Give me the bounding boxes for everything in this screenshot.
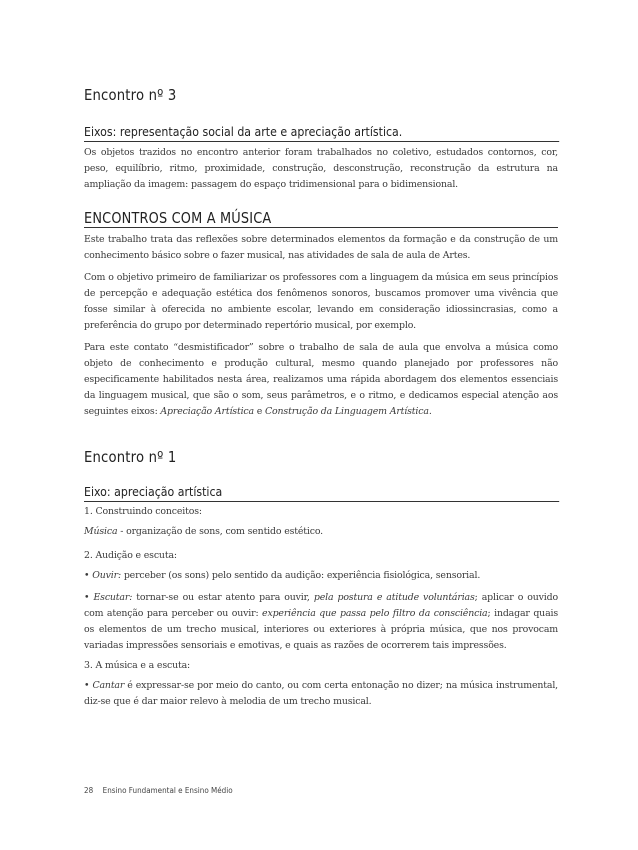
eixo-apreciacao-term: Apreciação Artística (160, 406, 254, 417)
page-content (84, 80, 558, 716)
musica-definition: Música - organização de sons, com sentido estético. (84, 526, 324, 537)
cantar-definition: • Cantar é expressar-se por meio do canto, ou com certa entonação no dizer; na música instrumental, diz-se que é dar maior relevo à melodia de um trecho musical. (84, 680, 558, 707)
encontro-1-heading: Encontro nº 1 (84, 448, 177, 466)
musica-paragraph-3: Para este contato “desmistificador” sobre o trabalho de sala de aula que envolva a música como objeto de conhecimento e produção cultural, mesmo quando planejado por professores não especificamente habilitados nesta área, realizamos uma rápida abordagem dos elementos essenciais da linguagem musical, que são o som, seus parâmetros, e o ritmo, e dedicamos especial atenção aos seguintes eixos: Apreciação Artística e Construção da Linguagem Artística. (84, 342, 558, 417)
page-footer (84, 786, 233, 795)
musica-term: Música (84, 526, 118, 537)
item-1-construindo: 1. Construindo conceitos: (84, 506, 202, 517)
ouvir-definition: • Ouvir: perceber (os sons) pelo sentido da audição: experiência fisiológica, sensorial. (84, 570, 481, 581)
escutar-definition: • Escutar: tornar-se ou estar atento para ouvir, pela postura e atitude voluntárias; aplicar o ouvido com atenção para perceber ou ouvir: experiência que passa pelo filtro da consciência; indagar quais os elementos de um trecho musical, interiores ou exteriores à própria música, que nos provocam variadas impressões sensoriais e emotivas, e quais as razões de ocorrerem tais impressões. (84, 592, 559, 651)
encontro-3-paragraph: Os objetos trazidos no encontro anterior foram trabalhados no coletivo, estudados contornos, cor, peso, equilíbrio, ritmo, proximidade, construção, desconstrução, reconstrução da estrutura na ampliação da imagem: passagem do espaço tridimensional para o bidimensional. (84, 147, 558, 190)
encontro-3-heading: Encontro nº 3 (84, 86, 177, 104)
item-3-musica-escuta: 3. A música e a escuta: (84, 660, 191, 671)
encontro-1-eixo-heading: Eixo: apreciação artística (84, 484, 560, 502)
musica-paragraph-2: Com o objetivo primeiro de familiarizar os professores com a linguagem da música em seus princípios de percepção e adequação estética dos fenômenos sonoros, buscamos promover uma vivência que fosse similar à oferecida no ambiente escolar, levando em consideração idiossincrasias, como a preferência do grupo por determinado repertório musical, por exemplo. (84, 272, 558, 331)
encontro-3-eixo-heading: Eixos: representação social da arte e apreciação artística. (84, 124, 560, 142)
eixo-construcao-term: Construção da Linguagem Artística (265, 406, 429, 417)
page-number: 28 (84, 786, 94, 795)
section-rule (84, 227, 558, 228)
musica-section-heading: ENCONTROS COM A MÚSICA (84, 209, 272, 227)
musica-paragraph-1: Este trabalho trata das reflexões sobre determinados elementos da formação e da construção de um conhecimento básico sobre o fazer musical, nas atividades de sala de aula de Artes. (84, 234, 558, 261)
ouvir-term: Ouvir: (92, 570, 121, 581)
running-title: Ensino Fundamental e Ensino Médio (102, 786, 233, 795)
item-2-audicao: 2. Audição e escuta: (84, 550, 177, 561)
cantar-term: Cantar (92, 680, 125, 691)
escutar-term: Escutar: (93, 592, 133, 603)
